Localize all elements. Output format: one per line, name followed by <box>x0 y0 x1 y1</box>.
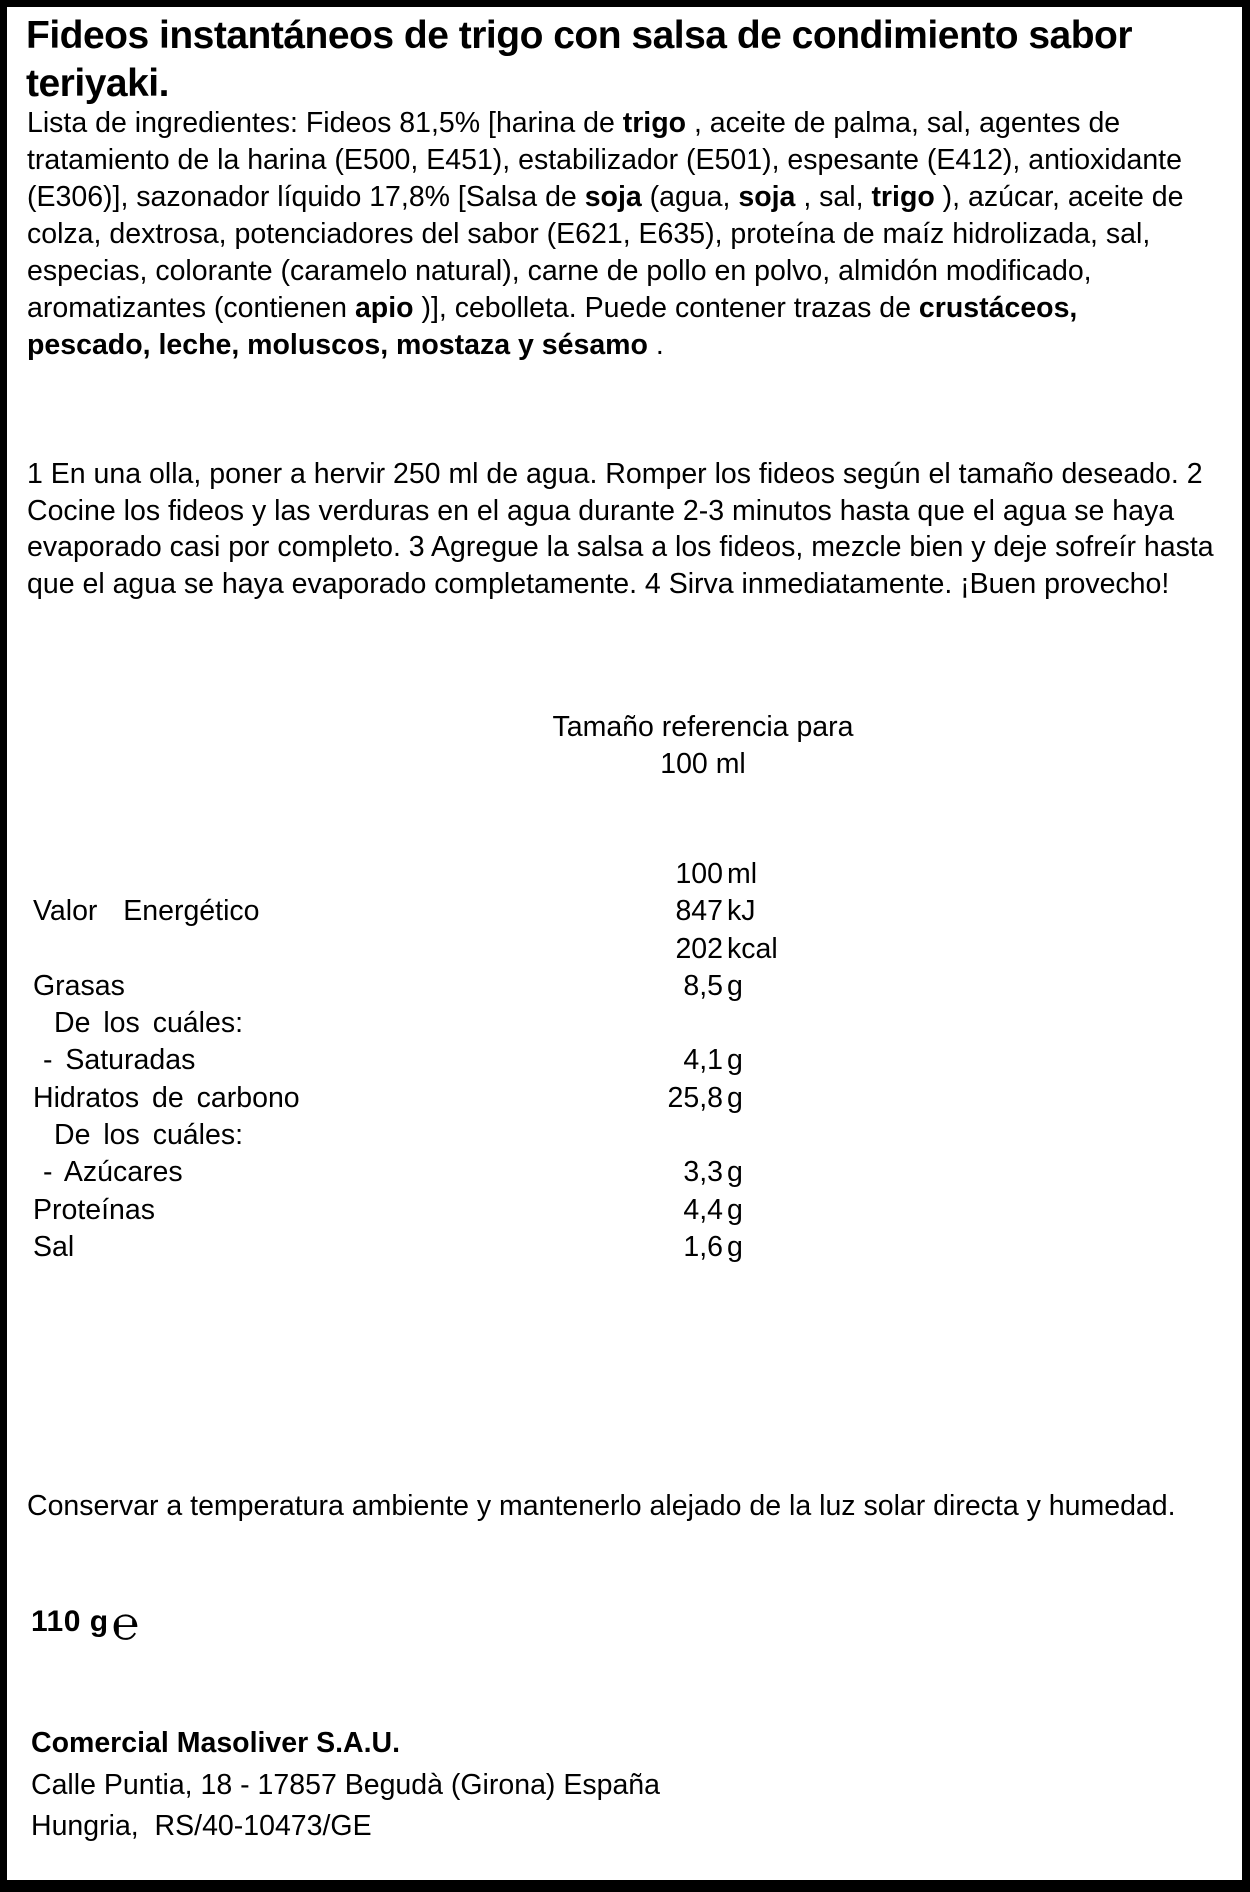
net-weight-amount: 110 g <box>31 1605 109 1638</box>
product-title <box>26 12 1250 108</box>
nutrition-unit: kJ <box>727 895 756 928</box>
text-segment: ), azúcar, aceite de colza, dextrosa, potenciadores del sabor (E621, E635), proteína de maíz hidrolizada, sal, especias, colorante (caramelo natural), carne de pollo en polvo, almidón modificado, aromatizantes (contienen <box>27 181 1184 324</box>
nutrition-label: - Azúcares <box>43 1156 183 1189</box>
text-segment: )], cebolleta. Puede contener trazas de <box>413 292 919 324</box>
producer-address: Calle Puntia, 18 - 17857 Begudà (Girona) España <box>31 1768 660 1801</box>
nutrition-value: 8,5 <box>683 969 723 1002</box>
net-weight <box>31 1596 139 1650</box>
nutrition-label: De los cuáles: <box>54 1007 244 1040</box>
allergen-text: soja <box>738 181 796 213</box>
nutrition-unit: g <box>727 1230 743 1263</box>
nutrition-row-carbohydrate <box>26 1082 1223 1119</box>
product-title-line2: teriyaki. <box>26 62 169 105</box>
nutrition-value: 4,1 <box>683 1044 723 1077</box>
nutrition-label: Proteínas <box>33 1193 155 1226</box>
nutrition-unit: g <box>727 1044 743 1077</box>
nutrition-value: 4,4 <box>683 1193 723 1226</box>
nutrition-row-energy-kcal <box>26 933 1223 970</box>
nutrition-header-unit: ml <box>727 858 758 890</box>
nutrition-label: Hidratos de carbono <box>33 1081 300 1114</box>
nutrition-unit: kcal <box>727 932 778 965</box>
nutrition-label: De los cuáles: <box>54 1119 244 1152</box>
serving-reference-line2: 100 ml <box>660 747 746 780</box>
nutrition-unit: g <box>727 1156 743 1189</box>
nutrition-label: Grasas <box>33 969 125 1002</box>
nutrition-value: 1,6 <box>683 1230 723 1263</box>
nutrition-unit: g <box>727 1193 743 1226</box>
producer-name: Comercial Masoliver S.A.U. <box>31 1727 401 1759</box>
serving-reference <box>403 709 1003 782</box>
nutrition-row-saturates <box>26 1044 1223 1081</box>
allergen-text: crustáceos, pescado, leche, moluscos, mostaza y sésamo <box>27 292 1078 361</box>
nutrition-label: - Saturadas <box>43 1044 196 1077</box>
nutrition-value: 202 <box>675 932 723 965</box>
nutrition-value: 25,8 <box>667 1081 723 1114</box>
nutrition-row-fat <box>26 970 1223 1007</box>
allergen-text: trigo <box>622 107 687 139</box>
allergen-text: soja <box>584 181 642 213</box>
text-segment: (agua, <box>641 181 739 213</box>
nutrition-row-protein <box>26 1194 1223 1231</box>
nutrition-column-header <box>26 858 1223 895</box>
nutrition-row-of-which <box>26 1007 1223 1044</box>
storage-instructions: Conservar a temperatura ambiente y mantenerlo alejado de la luz solar directa y humedad. <box>27 1490 1176 1522</box>
nutrition-row-energy-kj <box>26 895 1223 932</box>
allergen-text: apio <box>354 292 414 324</box>
nutrition-label: Sal <box>33 1230 75 1263</box>
product-title-line1: Fideos instantáneos de trigo con salsa de condimiento sabor <box>26 14 1133 57</box>
text-segment: Lista de ingredientes: Fideos 81,5% [harina de <box>27 107 623 139</box>
nutrition-table <box>26 858 1223 1268</box>
preparation-instructions: 1 En una olla, poner a hervir 250 ml de agua. Romper los fideos según el tamaño deseado. 2 Cocine los fideos y las verduras en el agua durante 2-3 minutos hasta que el agua se haya evaporado casi por completo. 3 Agregue la salsa a los fideos, mezcle bien y deje sofreír hasta que el agua se haya evaporado completamente. 4 Sirva inmediatamente. ¡Buen provecho! <box>27 458 1214 601</box>
allergen-text: trigo <box>871 181 935 213</box>
nutrition-row-salt <box>26 1231 1223 1268</box>
ingredients-paragraph <box>27 105 1195 364</box>
nutrition-value: 3,3 <box>683 1156 723 1189</box>
nutrition-unit: g <box>727 1081 743 1114</box>
text-segment: , sal, <box>795 181 872 213</box>
serving-reference-line1: Tamaño referencia para <box>552 711 854 743</box>
text-segment: , aceite de palma, sal, agentes de tratamiento de la harina (E500, E451), estabilizador (E501), espesante (E412), antioxidante (E306)], sazonador líquido 17,8% [Salsa de <box>27 107 1182 213</box>
text-segment: . <box>647 329 664 361</box>
nutrition-row-of-which <box>26 1119 1223 1156</box>
estimated-sign: ℮ <box>111 1597 140 1649</box>
nutrition-unit: g <box>727 969 743 1002</box>
nutrition-value: 847 <box>675 895 723 928</box>
nutrition-header-value: 100 <box>675 858 723 890</box>
nutrition-label: Valor Energético <box>33 895 260 928</box>
nutrition-row-sugars <box>26 1156 1223 1193</box>
producer-info <box>31 1723 660 1848</box>
producer-registry: Hungria, RS/40-10473/GE <box>31 1810 372 1842</box>
